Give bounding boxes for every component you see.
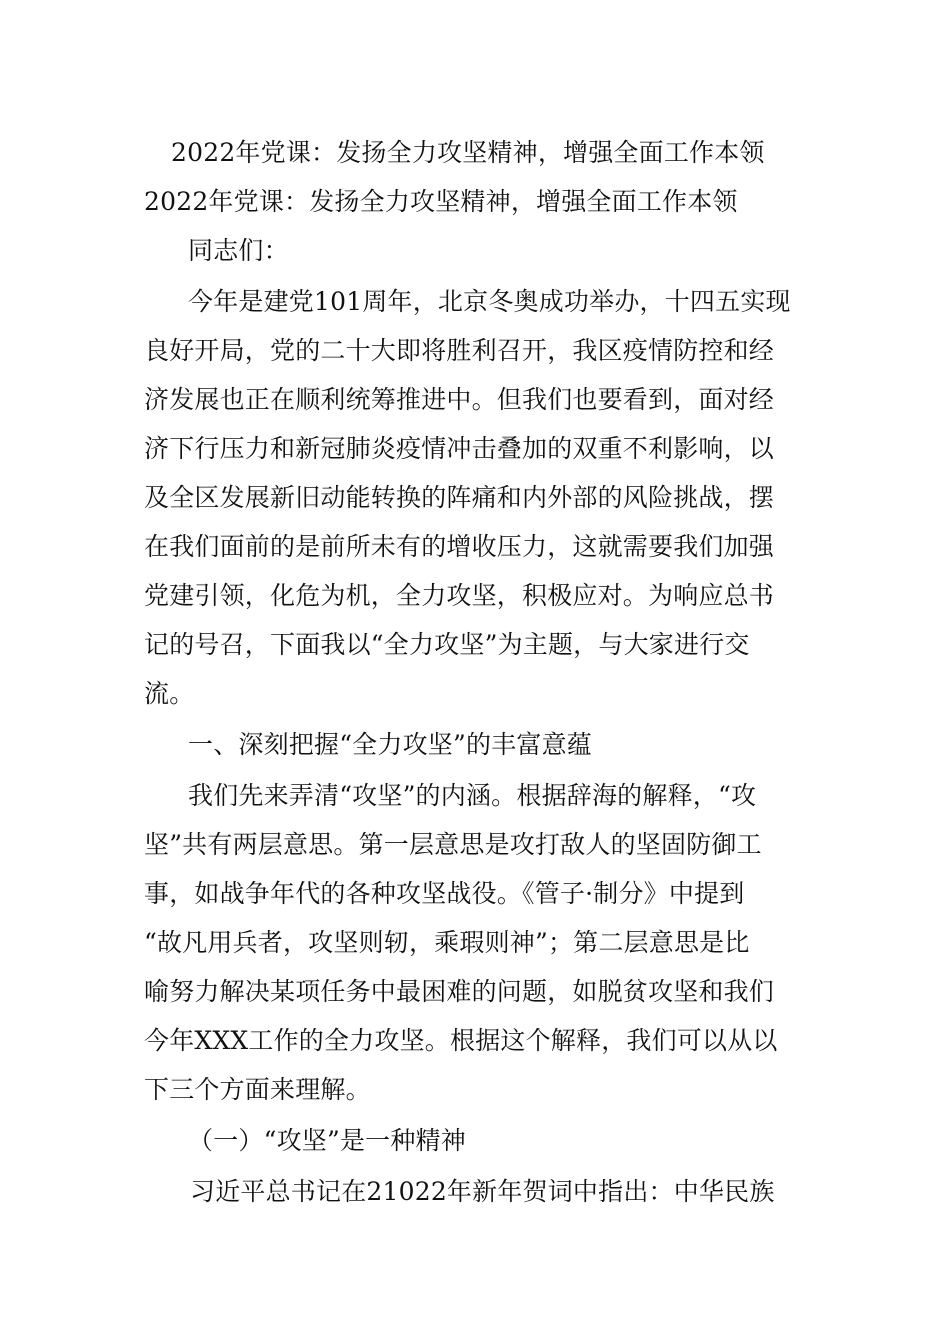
section-heading: 一、深刻把握“全力攻坚”的丰富意蕴 [188, 730, 592, 759]
intro-paragraph-line: 流。 [144, 679, 195, 708]
section-paragraph-line: “故凡用兵者，攻坚则轫，乘瑕则神”；第二层意思是比 [144, 928, 750, 957]
section-paragraph-line: 事，如战争年代的各种攻坚战役。《管子·制分》中提到 [144, 879, 745, 908]
section-paragraph-line: 坚”共有两层意思。第一层意思是攻打敌人的坚固防御工 [144, 830, 762, 859]
paragraph-line: 习近平总书记在21022年新年贺词中指出：中华民族 [190, 1177, 775, 1206]
document-title-line-1: 2022年党课：发扬全力攻坚精神，增强全面工作本领 [171, 138, 765, 167]
document-title-line-2: 2022年党课：发扬全力攻坚精神，增强全面工作本领 [144, 187, 738, 216]
section-paragraph-line: 喻努力解决某项任务中最困难的问题，如脱贫攻坚和我们 [144, 977, 775, 1006]
document-body [144, 128, 806, 1216]
salutation: 同志们： [188, 236, 289, 265]
intro-paragraph-line: 记的号召，下面我以“全力攻坚”为主题，与大家进行交 [144, 630, 750, 659]
intro-paragraph-line: 在我们面前的是前所未有的增收压力，这就需要我们加强 [144, 532, 775, 561]
section-paragraph-line: 今年XXX工作的全力攻坚。根据这个解释，我们可以从以 [144, 1026, 778, 1055]
intro-paragraph-line: 今年是建党101周年，北京冬奥成功举办，十四五实现 [188, 287, 791, 316]
intro-paragraph-line: 及全区发展新旧动能转换的阵痛和内外部的风险挑战，摆 [144, 483, 775, 512]
section-paragraph-line: 我们先来弄清“攻坚”的内涵。根据辞海的解释，“攻 [188, 781, 757, 810]
intro-paragraph-line: 济下行压力和新冠肺炎疫情冲击叠加的双重不利影响，以 [144, 434, 775, 463]
intro-paragraph-line: 党建引领，化危为机，全力攻坚，积极应对。为响应总书 [144, 581, 775, 610]
intro-paragraph-line: 济发展也正在顺利统筹推进中。但我们也要看到，面对经 [144, 385, 775, 414]
intro-paragraph-line: 良好开局，党的二十大即将胜利召开，我区疫情防控和经 [144, 336, 775, 365]
section-paragraph-line: 下三个方面来理解。 [144, 1075, 371, 1104]
subsection-heading: （一）“攻坚”是一种精神 [188, 1126, 466, 1155]
